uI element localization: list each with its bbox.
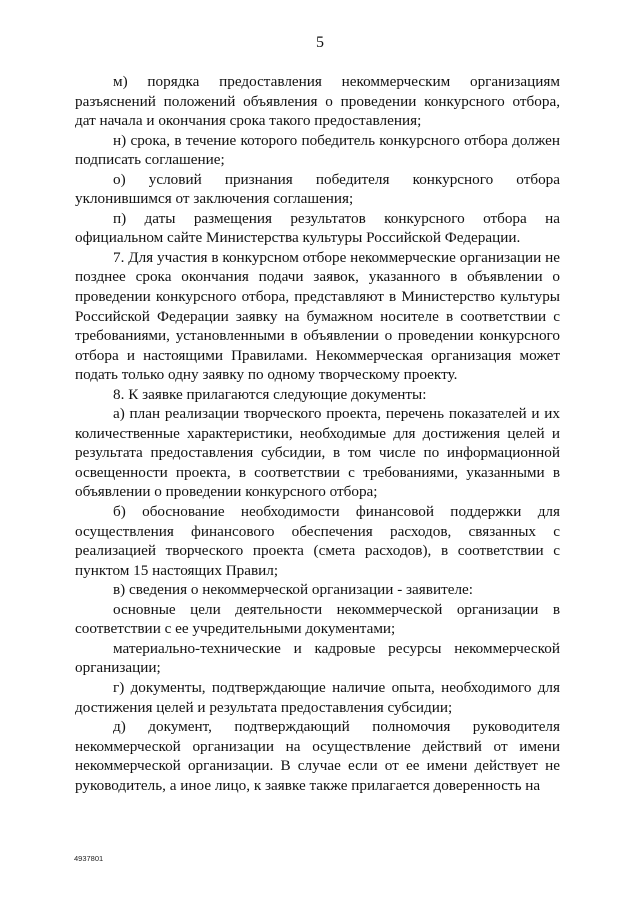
paragraph-p: п) даты размещения результатов конкурсного отбора на официальном сайте Министерства культуры Российской Федерации. (75, 209, 560, 247)
paragraph-n: н) срока, в течение которого победитель конкурсного отбора должен подписать соглашение; (75, 131, 560, 169)
paragraph-8v-resources: материально-технические и кадровые ресурсы некоммерческой организации; (75, 639, 560, 677)
paragraph-8b: б) обоснование необходимости финансовой поддержки для осуществления финансового обеспечения расходов, связанных с реализацией творческого проекта (смета расходов), в соответствии с пунктом 15 настоящих Правил; (75, 503, 560, 579)
paragraph-7: 7. Для участия в конкурсном отборе некоммерческие организации не позднее срока окончания подачи заявок, указанного в объявлении о проведении конкурсного отбора, представляют в Министерство культуры Российской Федерации заявку на бумажном носителе в соответствии с требованиями, установленными в объявлении о проведении конкурсного отбора и настоящими Правилами. Некоммерческая организация может подать только одну заявку по одному творческому проекту. (75, 248, 560, 384)
document-body (75, 72, 560, 795)
page-number: 5 (316, 34, 324, 51)
paragraph-o: о) условий признания победителя конкурсного отбора уклонившимся от заключения соглашения; (75, 170, 560, 208)
paragraph-m: м) порядка предоставления некоммерческим организациям разъяснений положений объявления о проведении конкурсного отбора, дат начала и окончания срока такого предоставления; (75, 73, 560, 130)
paragraph-8a: а) план реализации творческого проекта, перечень показателей и их количественные характеристики, необходимые для достижения целей и результата предоставления субсидии, в том числе по информационной освещенности проекта, в соответствии с требованиями, указанными в объявлении о проведении конкурсного отбора; (75, 405, 560, 501)
paragraph-8d: д) документ, подтверждающий полномочия руководителя некоммерческой организации на осуществление действий от имени некоммерческой организации. В случае если от ее имени действует не руководитель, а иное лицо, к заявке также прилагается доверенность на (75, 718, 560, 794)
paragraph-8g: г) документы, подтверждающие наличие опыта, необходимого для достижения целей и результата предоставления субсидии; (75, 678, 560, 716)
paragraph-8v-goals: основные цели деятельности некоммерческой организации в соответствии с ее учредительными документами; (75, 600, 560, 638)
document-code: 4937801 (74, 854, 104, 863)
paragraph-8v: в) сведения о некоммерческой организации - заявителе: (113, 581, 473, 599)
paragraph-8: 8. К заявке прилагаются следующие документы: (113, 385, 427, 403)
